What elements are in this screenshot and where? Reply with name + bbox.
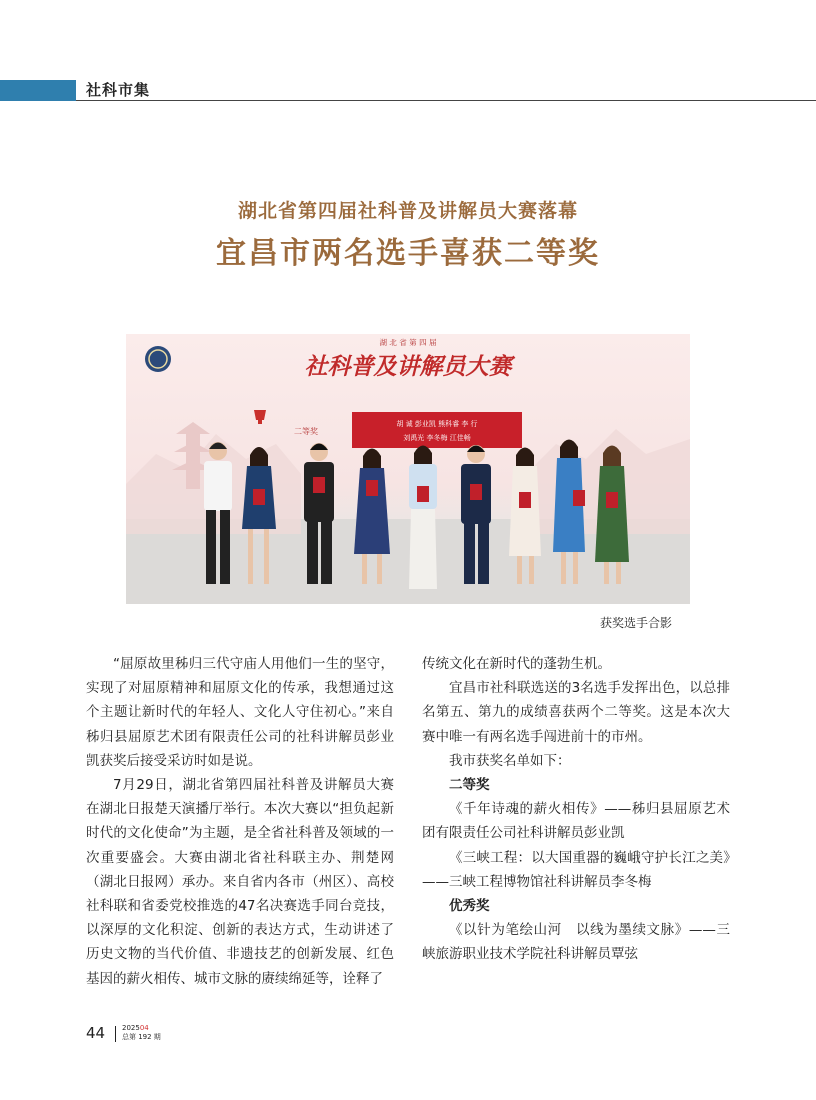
footer-divider: [115, 1026, 116, 1042]
header-accent-bar: [0, 80, 76, 101]
body-column-right: [422, 652, 730, 967]
person-5: [409, 446, 437, 590]
award-photo: [126, 334, 690, 604]
banner-main-text: 社科普及讲解员大赛: [304, 353, 512, 380]
paragraph: “屈原故里秭归三代守庙人用他们一生的坚守，实现了对屈原精神和屈原文化的传承，我想通过这个主题让新时代的年轻人、文化人守住初心。”来自秭归县屈原艺术团有限责任公司的社科讲解员彭业凯获奖后接受采访时如是说。: [86, 656, 394, 769]
paragraph: 我市获奖名单如下：: [449, 752, 571, 769]
award-heading-second-prize: 二等奖: [449, 777, 490, 794]
award-entry: 《三峡工程：以大国重器的巍峨守护长江之美》——三峡工程博物馆社科讲解员李冬梅: [422, 849, 730, 890]
award-heading-excellence: 优秀奖: [449, 898, 490, 915]
article-subtitle: 湖北省第四届社科普及讲解员大赛落幕: [237, 200, 578, 222]
award-label: 二等奖: [294, 427, 318, 436]
body-column-left: [86, 652, 394, 991]
paragraph: 宜昌市社科联选送的3名选手发挥出色，以总排名第五、第九的成绩喜获两个二等奖。这是本次大赛中唯一有两名选手闯进前十的市州。: [422, 680, 730, 745]
issue-total: 总第 192 期: [122, 1033, 161, 1041]
header-rule: [76, 100, 816, 101]
page-number: 44: [86, 1024, 106, 1042]
paragraph: 7月29日，湖北省第四届社科普及讲解员大赛在湖北日报楚天演播厅举行。本次大赛以“担负起新时代的文化使命”为主题，是全省社科普及领域的一次重要盛会。大赛由湖北省社科联主办、荆楚网（湖北日报网）承办。来自省内各市（州区）、高校社科联和省委党校推选的47名决赛选手同台竞技，以深厚的文化积淀、创新的表达方式，生动讲述了历史文物的当代价值、非遗技艺的创新发展、红色基因的薪火相传、城市文脉的赓续绵延等，诠释了: [86, 777, 394, 987]
names-line-1: 胡 诚 彭业凯 熊科睿 李 行: [396, 420, 478, 428]
award-entry: 《以针为笔绘山河 以线为墨续文脉》——三峡旅游职业技术学院社科讲解员覃弦: [422, 922, 730, 963]
names-line-2: 刘禹光 李冬梅 江佳畅: [403, 434, 471, 442]
photo-caption: 获奖选手合影: [600, 616, 673, 630]
award-entry: 《千年诗魂的薪火相传》——秭归县屈原艺术团有限责任公司社科讲解员彭业凯: [422, 801, 730, 842]
issue-label: [122, 1024, 161, 1042]
section-title: 社科市集: [86, 81, 151, 99]
issue-year: 2025: [122, 1024, 140, 1032]
article-title: 宜昌市两名选手喜获二等奖: [216, 236, 600, 271]
issue-number: 04: [139, 1024, 149, 1032]
paragraph-continuation: 传统文化在新时代的蓬勃生机。: [422, 656, 611, 672]
banner-top-text: 湖 北 省 第 四 届: [379, 338, 437, 347]
trophy-icon: [254, 410, 266, 424]
